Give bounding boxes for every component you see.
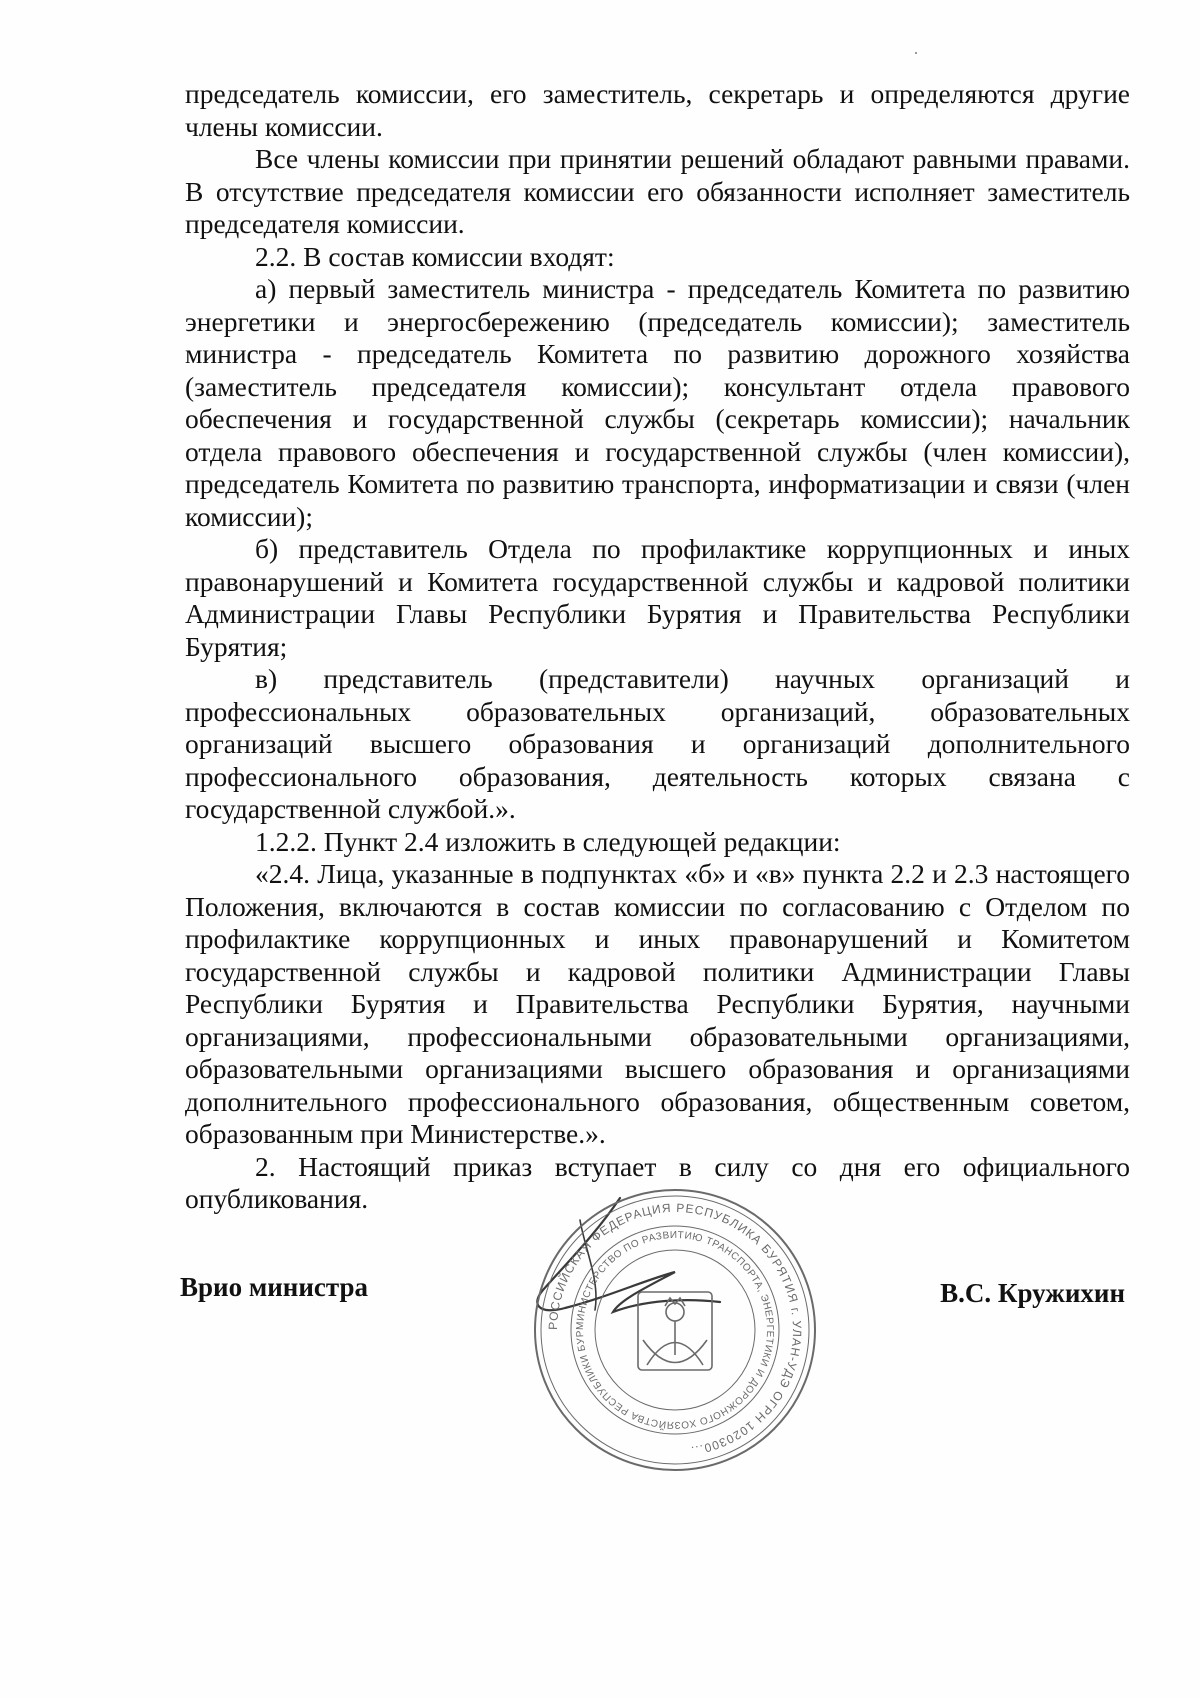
signer-name: В.С. Кружихин xyxy=(940,1278,1125,1308)
paragraph-7: 1.2.2. Пункт 2.4 изложить в следующей редакции: xyxy=(255,825,841,857)
paragraph-3: 2.2. В состав комиссии входят: xyxy=(255,240,615,272)
seal-svg xyxy=(525,1180,825,1480)
paragraph-2: Все члены комиссии при принятии решений обладают равными правами. В отсутствие председателя комиссии его обязанности исполняет заместитель председателя комиссии. xyxy=(185,143,1130,239)
paragraph-4: а) первый заместитель министра - председатель Комитета по развитию энергетики и энергосбережению (председатель комиссии); заместитель министра - председатель Комитета по развитию дорожного хозяйства (заместитель председателя комиссии); консультант отдела правового обеспечения и государственной службы (секретарь комиссии); начальник отдела правового обеспечения и государственной службы (член комиссии), председатель Комитета по развитию транспорта, информатизации и связи (член комиссии); xyxy=(185,273,1130,532)
scan-speck xyxy=(915,52,917,54)
seal-outer-text: РОССИЙСКАЯ ФЕДЕРАЦИЯ РЕСПУБЛИКА БУРЯТИЯ г. УЛАН-УДЭ ОГРН 1020300... xyxy=(545,1200,805,1459)
paragraph-5: б) представитель Отдела по профилактике коррупционных и иных правонарушений и Комитета государственной службы и кадровой политики Администрации Главы Республики Бурятия и Правительства Республики Бурятия; xyxy=(185,533,1130,662)
paragraph-6: в) представитель (представители) научных организаций и профессиональных образовательных организаций, образовательных организаций высшего образования и организаций дополнительного профессионального образования, деятельность которых связана с государственной службой.». xyxy=(185,663,1130,824)
paragraph-9: 2. Настоящий приказ вступает в силу со дня его официального опубликования. xyxy=(185,1150,1130,1214)
official-seal xyxy=(525,1180,825,1480)
paragraph-8: «2.4. Лица, указанные в подпунктах «б» и «в» пункта 2.2 и 2.3 настоящего Положения, включаются в состав комиссии по согласованию с Отделом по профилактике коррупционных и иных правонарушений и Комитетом государственной службы и кадровой политики Администрации Главы Республики Бурятия и Правительства Республики Бурятия, научными организациями, профессиональными образовательными организациями, образовательными организациями высшего образования и организациями дополнительного профессионального образования, общественным советом, образованным при Министерстве.». xyxy=(185,858,1130,1149)
paragraph-1: председатель комиссии, его заместитель, секретарь и определяются другие члены комиссии. xyxy=(185,78,1130,142)
document-body xyxy=(185,78,1130,1216)
seal-inner-text: МИНИСТЕРСТВО ПО РАЗВИТИЮ ТРАНСПОРТА, ЭНЕРГЕТИКИ И ДОРОЖНОГО ХОЗЯЙСТВА РЕСПУБЛИКИ БУР xyxy=(574,1229,776,1431)
signer-position: Врио министра xyxy=(180,1272,368,1302)
